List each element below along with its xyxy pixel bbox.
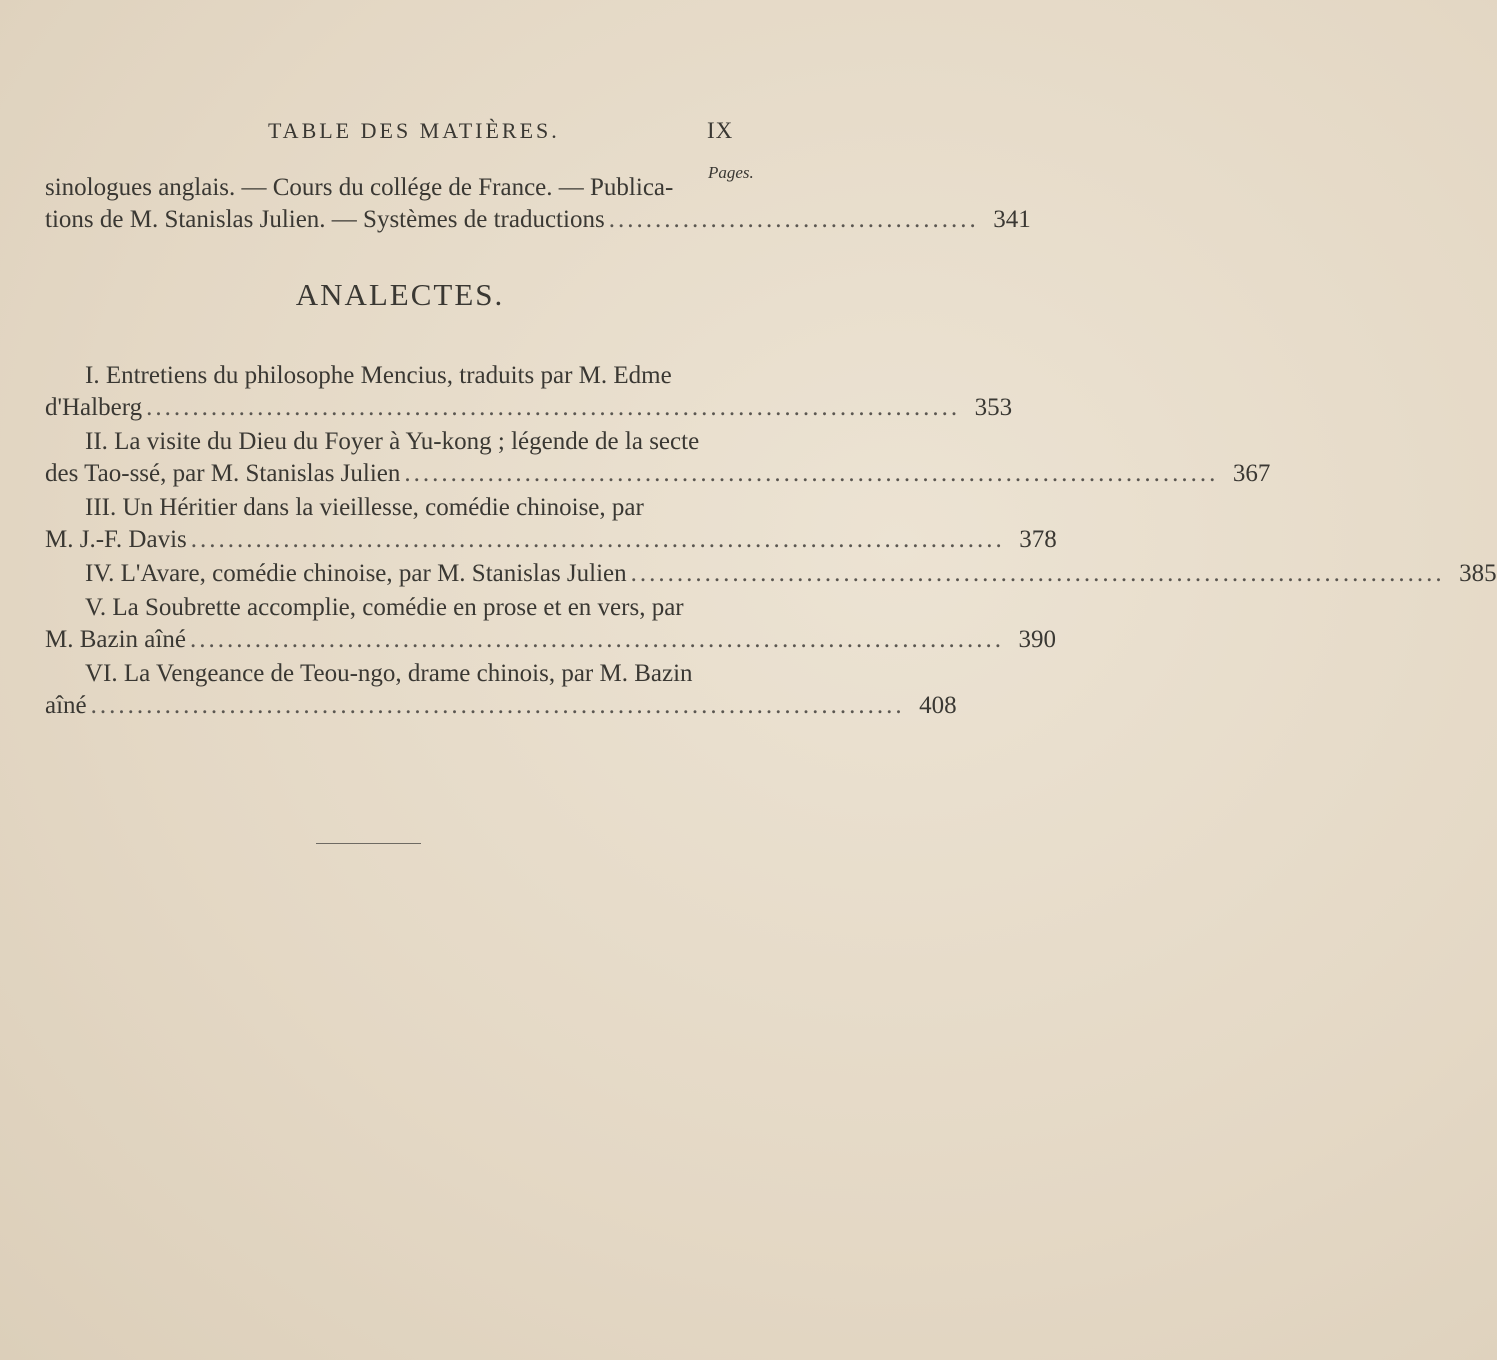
pages-column-label: Pages.	[708, 163, 754, 182]
running-head-title: TABLE DES MATIÈRES.	[268, 118, 560, 143]
section-title: ANALECTES.	[295, 277, 505, 312]
entry-page: 367	[1232, 460, 1271, 487]
entry-page: 353	[974, 394, 1013, 421]
toc-entry-5-line-2: M. Bazin aîné ........................................................................................ 390	[45, 624, 763, 656]
leader-dots: ........................................................................................	[190, 526, 1005, 553]
toc-entry-6-line-1: VI. La Vengeance de Teou-ngo, drame chinois, par M. Bazin	[85, 660, 693, 687]
toc-entry-2-line-1: II. La visite du Dieu du Foyer à Yu-kong ; légende de la secte	[85, 428, 700, 455]
leader-dots: ........................................................................................	[189, 626, 1004, 653]
toc-entry-3-line-2: M. J.-F. Davis ........................................................................................ 378	[45, 524, 763, 556]
leader-dots: ........................................	[608, 206, 979, 233]
entry-page: 408	[919, 692, 957, 719]
toc-entry-4: IV. L'Avare, comédie chinoise, par M. Stanislas Julien ........................................................................................ 385	[85, 558, 763, 590]
toc-entry-1-line-1: I. Entretiens du philosophe Mencius, traduits par M. Edme	[85, 362, 672, 389]
toc-entry-5-line-1: V. La Soubrette accomplie, comédie en prose et en vers, par	[85, 594, 684, 621]
running-head	[0, 118, 800, 158]
toc-entry-3-line-1: III. Un Héritier dans la vieillesse, comédie chinoise, par	[85, 494, 644, 521]
entry-page: 341	[993, 206, 1031, 233]
entry-page: 385	[1459, 560, 1497, 587]
continuation-line-2: tions de M. Stanislas Julien. — Systèmes de traductions ........................................ 341	[45, 204, 763, 236]
page-number: IX	[707, 118, 734, 143]
toc-entry-1-line-2: d'Halberg ........................................................................................ 353	[45, 392, 763, 424]
leader-dots: ........................................................................................	[90, 692, 905, 719]
toc-entry-2-line-2: des Tao-ssé, par M. Stanislas Julien ........................................................................................ 367	[45, 458, 763, 490]
continuation-line-1: sinologues anglais. — Cours du collége de France. — Publica-	[45, 174, 674, 201]
closing-rule	[316, 843, 421, 844]
toc-entry-6-line-2: aîné ........................................................................................ 408	[45, 690, 763, 722]
entry-page: 390	[1018, 626, 1056, 653]
leader-dots: ........................................................................................	[630, 560, 1445, 587]
leader-dots: ........................................................................................	[146, 394, 961, 421]
entry-page: 378	[1019, 526, 1057, 553]
leader-dots: ........................................................................................	[404, 460, 1219, 487]
